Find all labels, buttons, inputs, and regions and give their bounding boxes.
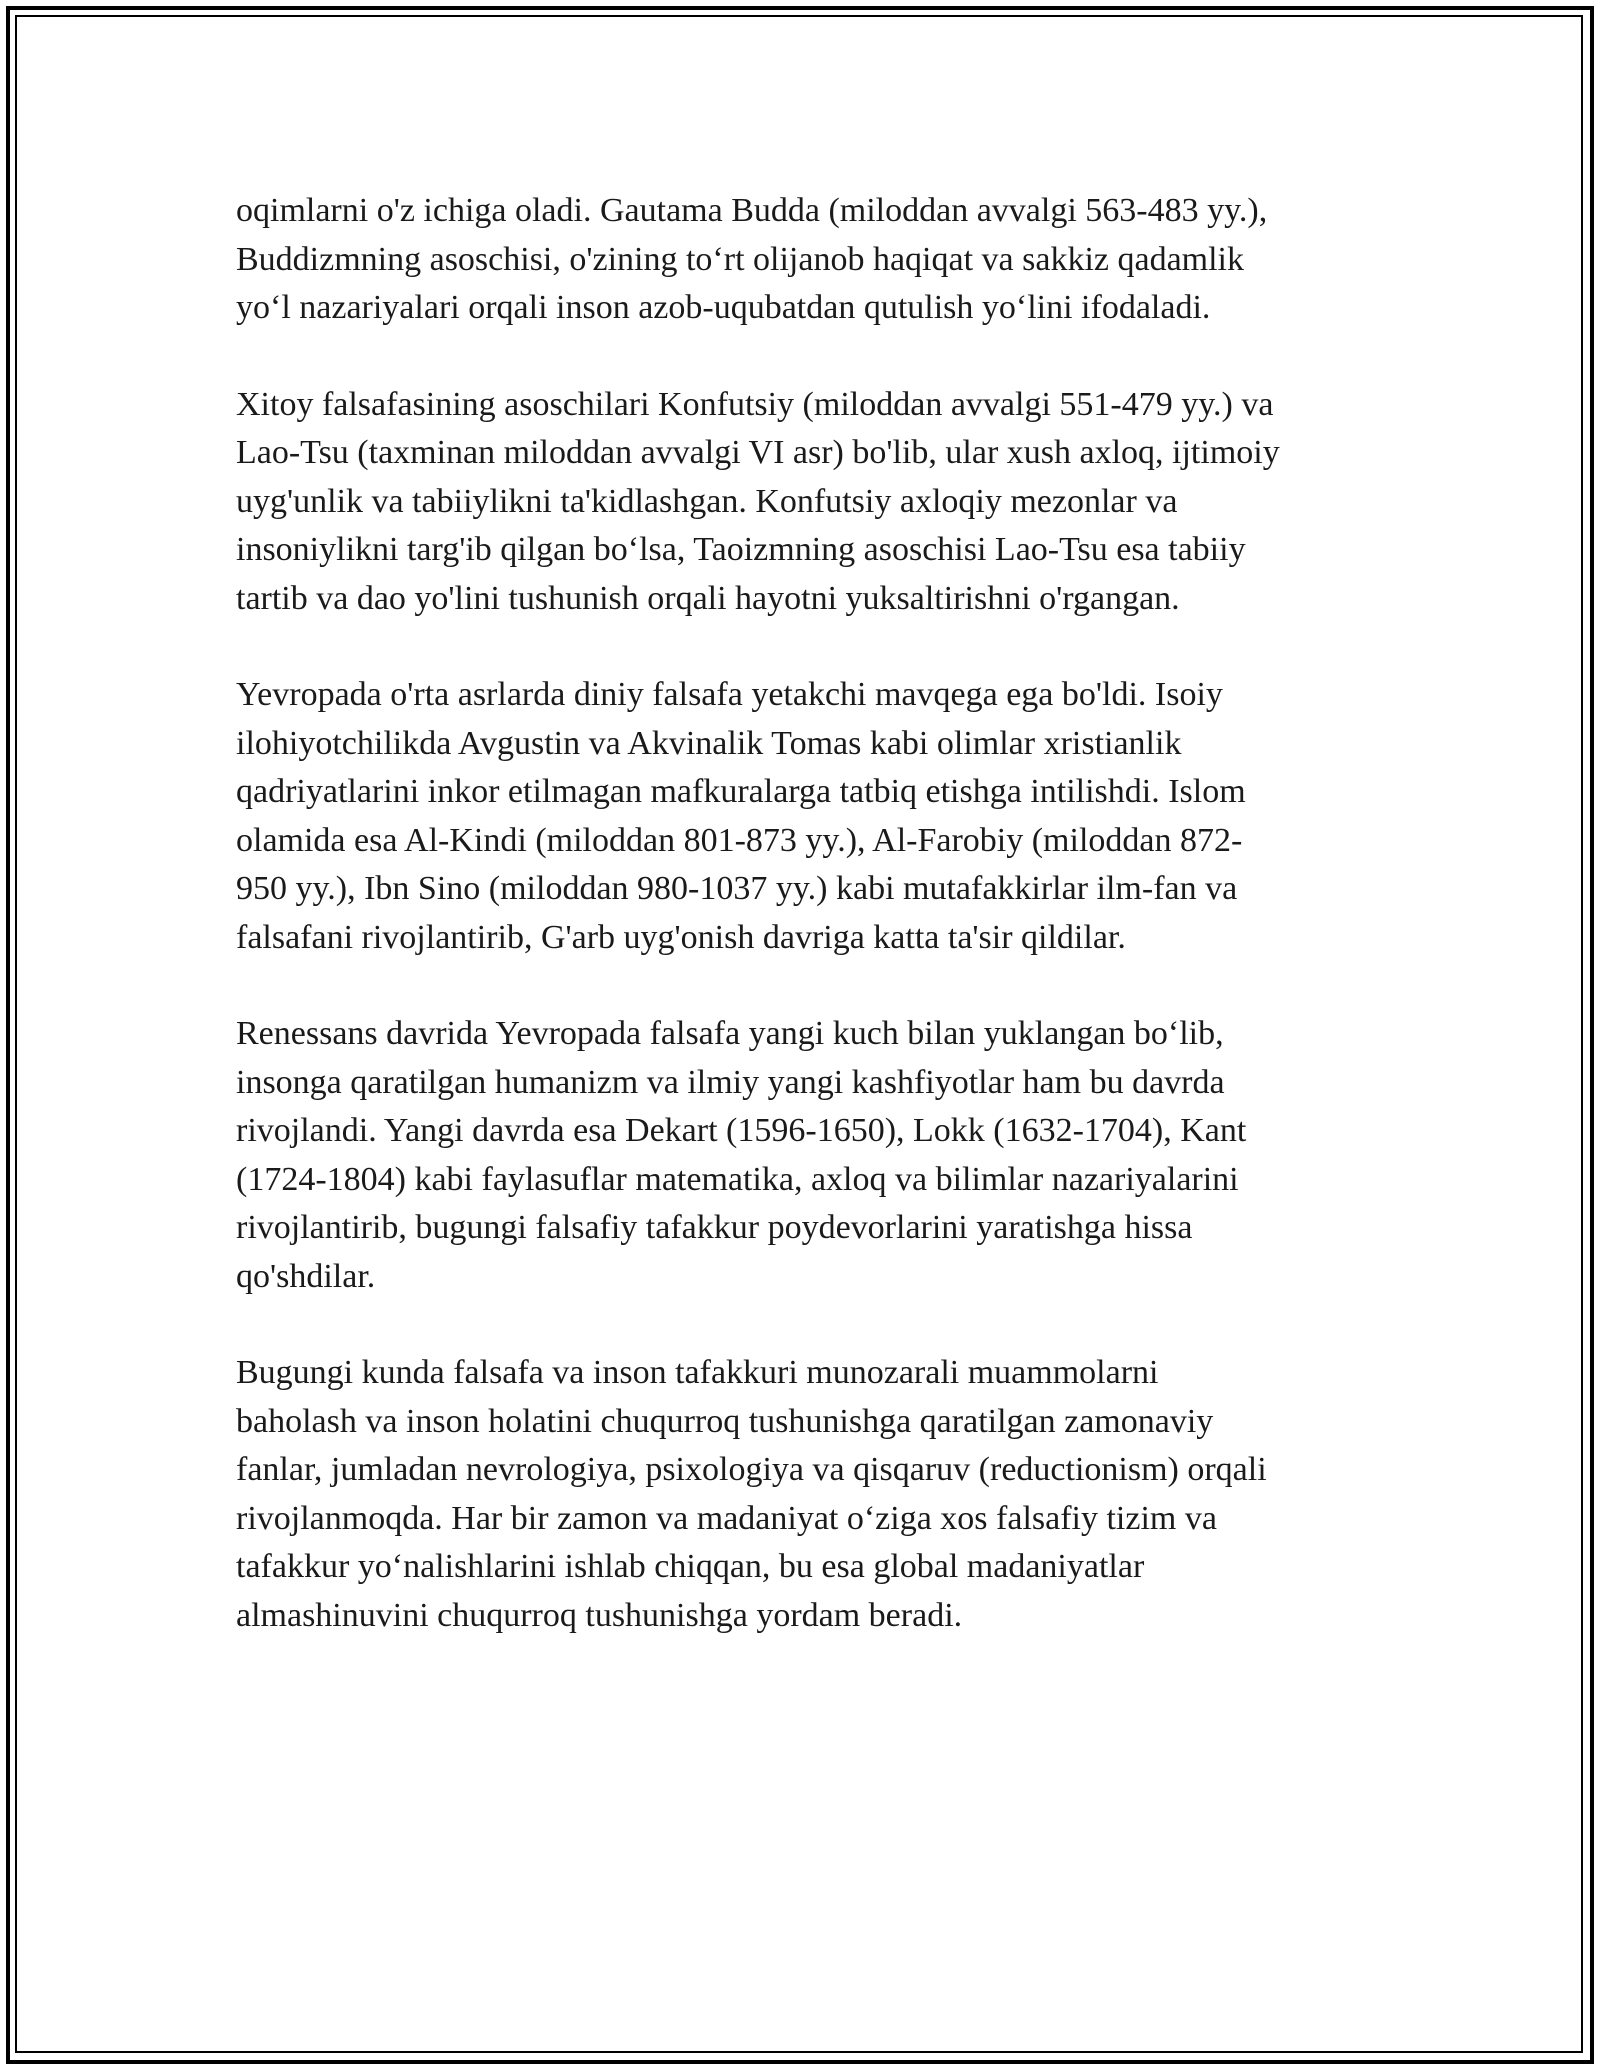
paragraph-buddha: oqimlarni o'z ichiga oladi. Gautama Budda (miloddan avvalgi 563-483 yy.), Buddizmning asoschisi, o'zining to‘rt olijanob haqiqat va sakkiz qadamlik yo‘l nazariyalari orqali inson azob-uqubatdan qutulish yo‘lini ifodaladi. [236, 192, 1268, 326]
paragraph-chinese-philosophy: Xitoy falsafasining asoschilari Konfutsiy (miloddan avvalgi 551-479 yy.) va Lao-Tsu (taxminan miloddan avvalgi VI asr) bo'lib, ular xush axloq, ijtimoiy uyg'unlik va tabiiylikni ta'kidlashgan. Konfutsiy axloqiy mezonlar va insoniylikni targ'ib qilgan bo‘lsa, Taoizmning asoschisi Lao-Tsu esa tabiiy tartib va dao yo'lini tushunish orqali hayotni yuksaltirishni o'rgangan. [236, 385, 1280, 617]
paragraph-medieval-philosophy: Yevropada o'rta asrlarda diniy falsafa yetakchi mavqega ega bo'ldi. Isoiy ilohiyotchilikda Avgustin va Akvinalik Tomas kabi olimlar xristianlik qadriyatlarini inkor etilmagan mafkuralarga tatbiq etishga intilishdi. Islom olamida esa Al-Kindi (miloddan 801-873 yy.), Al-Farobiy (miloddan 872- 950 yy.), Ibn Sino (miloddan 980-1037 yy.) kabi mutafakkirlar ilm-fan va falsafani rivojlantirib, G'arb uyg'onish davriga katta ta'sir qildilar. [236, 676, 1246, 956]
paragraph-renaissance: Renessans davrida Yevropada falsafa yangi kuch bilan yuklangan bo‘lib, insonga qaratilgan humanizm va ilmiy yangi kashfiyotlar ham bu davrda rivojlandi. Yangi davrda esa Dekart (1596-1650), Lokk (1632-1704), Kant (1724-1804) kabi faylasuflar matematika, axloq va bilimlar nazariyalarini rivojlantirib, bugungi falsafiy tafakkur poydevorlarini yaratishga hissa qo'shdilar. [236, 1015, 1247, 1295]
paragraph-modern-day: Bugungi kunda falsafa va inson tafakkuri munozarali muammolarni baholash va inson holatini chuqurroq tushunishga qaratilgan zamonaviy fanlar, jumladan nevrologiya, psixologiya va qisqaruv (reductionism) orqali rivojlanmoqda. Har bir zamon va madaniyat o‘ziga xos falsafiy tizim va tafakkur yo‘nalishlarini ishlab chiqqan, bu esa global madaniyatlar almashinuvini chuqurroq tushunishga yordam beradi. [236, 1354, 1267, 1634]
document-body [236, 187, 1386, 1688]
